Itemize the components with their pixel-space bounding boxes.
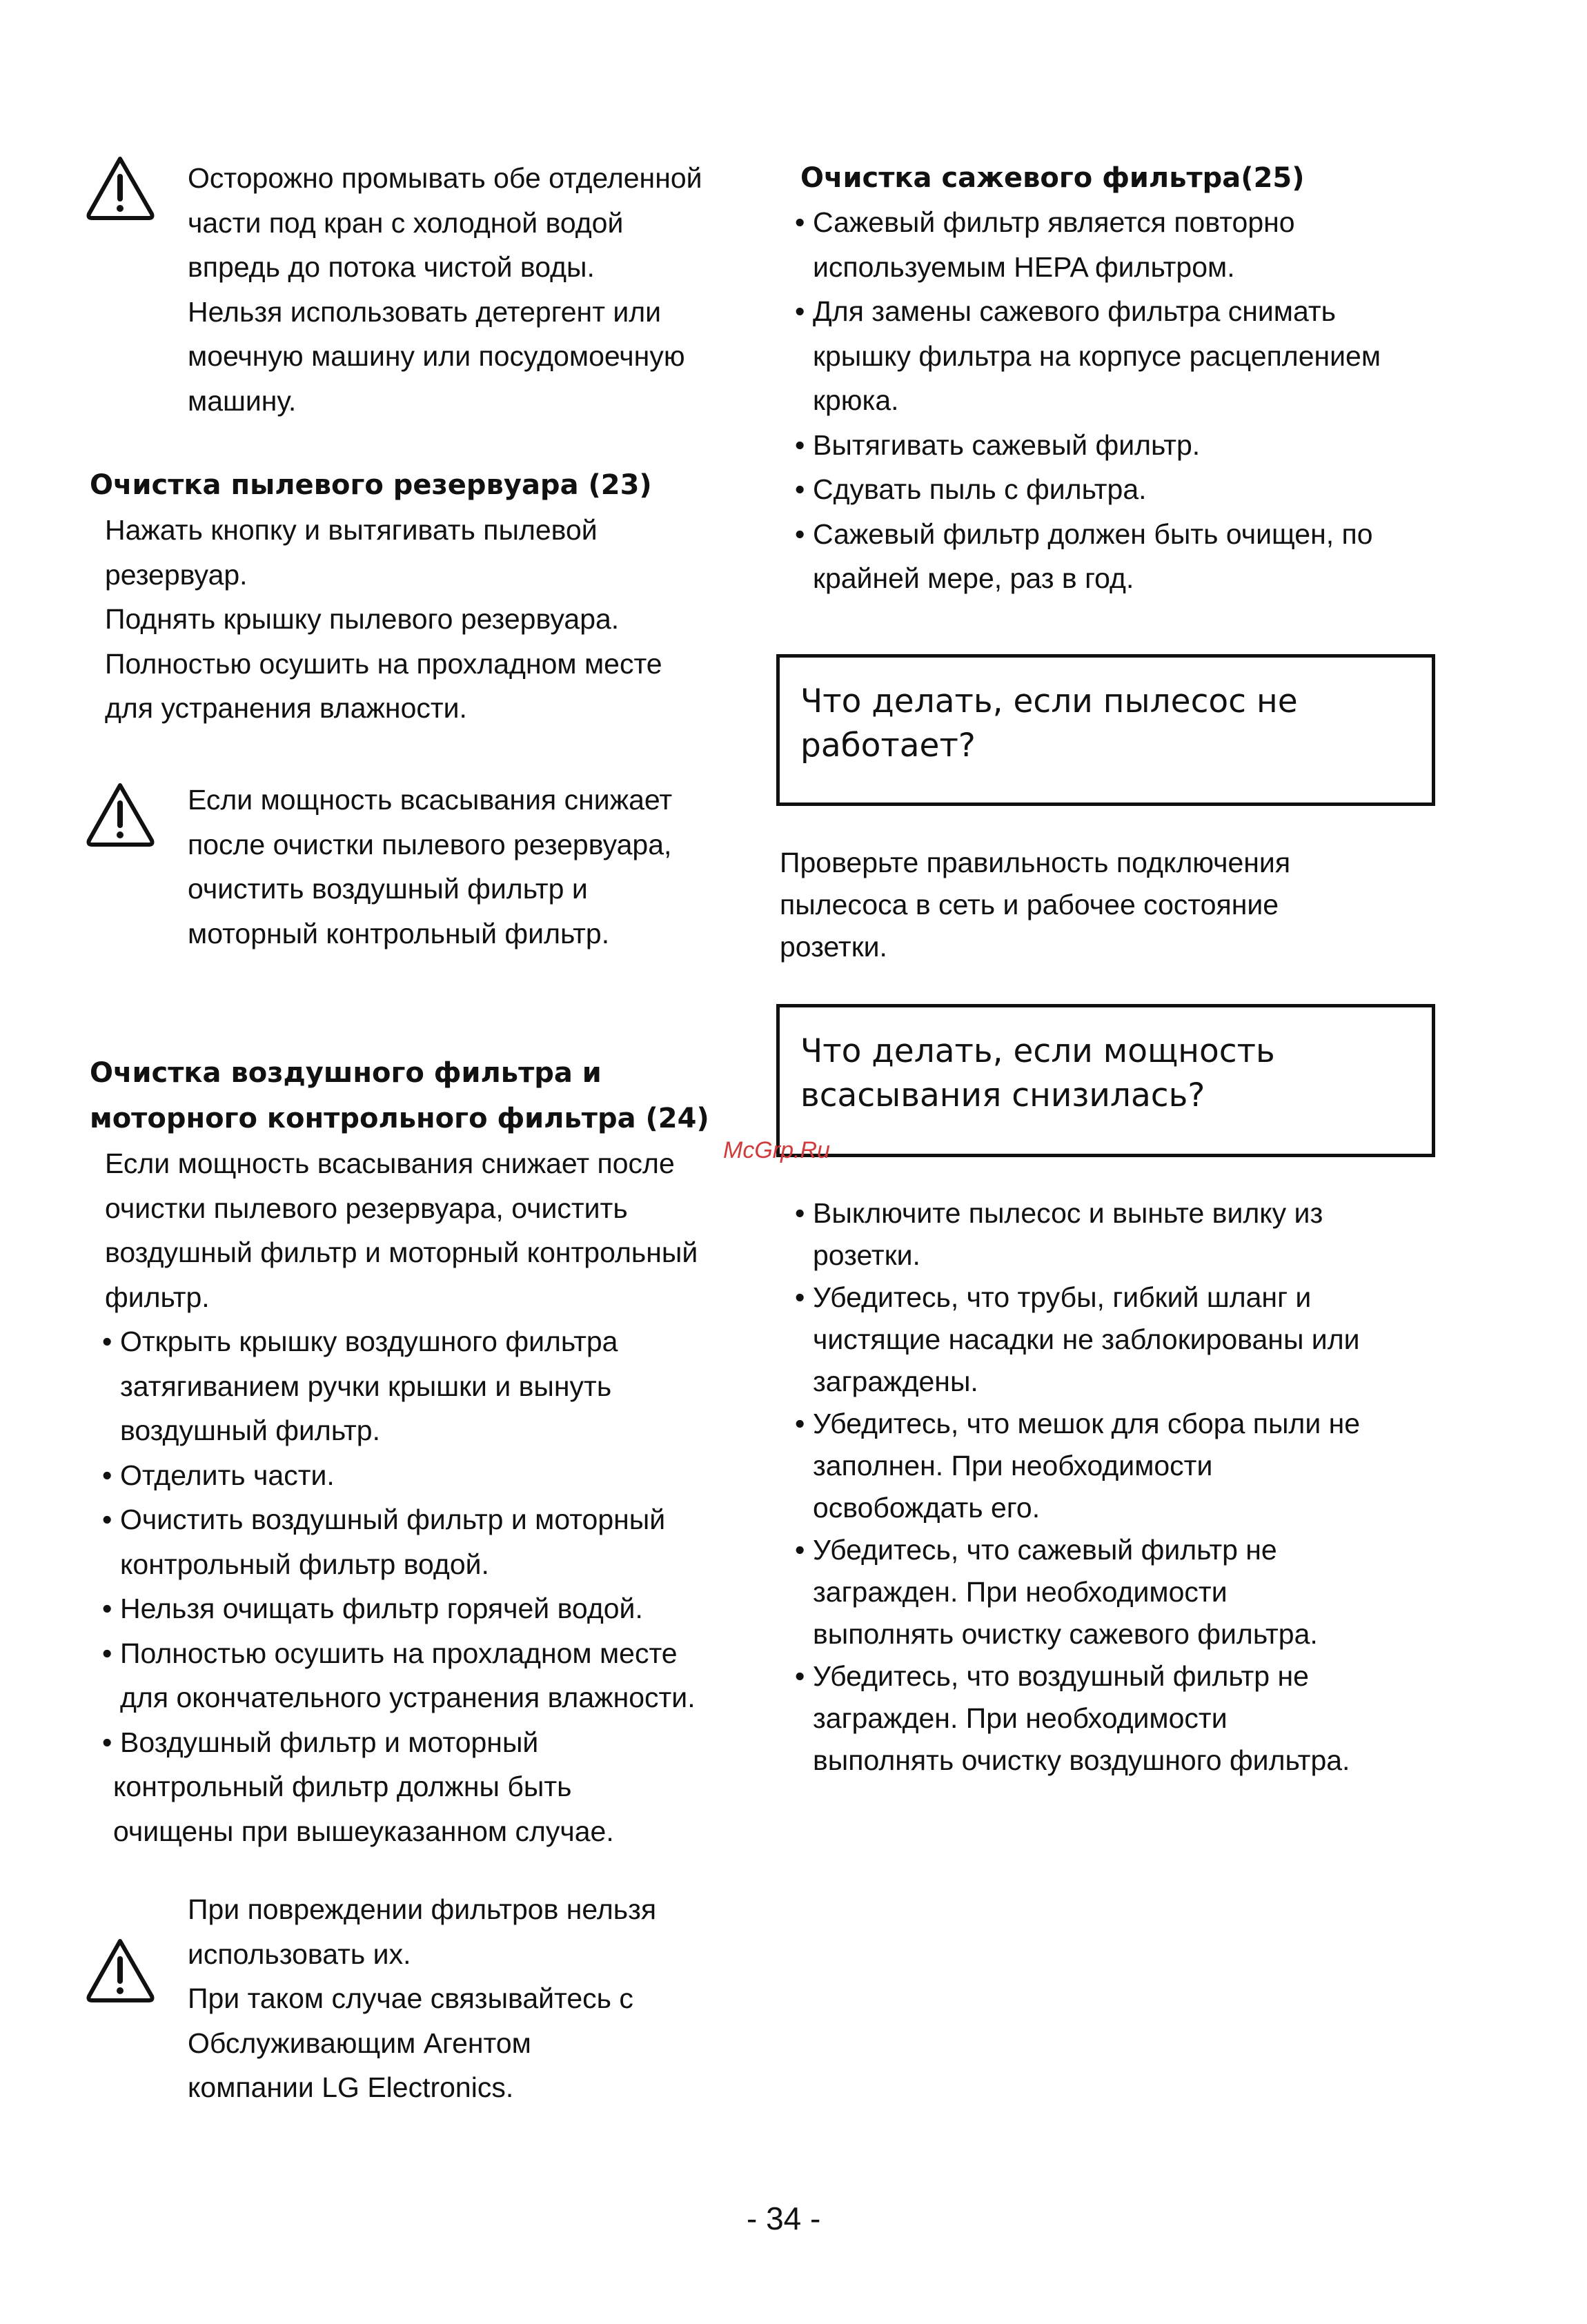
list-item: • Отделить части. [101, 1453, 766, 1498]
bullet-list [793, 200, 1463, 601]
body-line: Если мощность всасывания снижает после [105, 1148, 675, 1179]
warning-line: Нельзя использовать детергент или [188, 295, 662, 328]
section-air-filter [90, 1050, 766, 1853]
list-item: • Убедитесь, что мешок для сбора пыли не заполнен. При необходимости освобождать его. [793, 1403, 1456, 1529]
warning-line: использовать их. [188, 1938, 411, 1970]
section-heading: Очистка воздушного фильтра и [90, 1057, 602, 1089]
list-item: • Убедитесь, что воздушный фильтр не загражден. При необходимости выполнять очистку воздушного фильтра. [793, 1655, 1456, 1782]
faq-title: всасывания снизилась? [800, 1076, 1205, 1114]
section-dust-container [90, 462, 752, 731]
warning-line: моторный контрольный фильтр. [188, 917, 610, 949]
body-line: фильтр. [105, 1281, 210, 1313]
warning-icon [84, 1936, 157, 2005]
body-line: Проверьте правильность подключения [780, 847, 1291, 878]
body-line: Поднять крышку пылевого резервуара. [105, 603, 620, 635]
warning-icon [84, 153, 157, 222]
list-item: • Вытягивать сажевый фильтр. [793, 423, 1463, 468]
list-item: • Для замены сажевого фильтра снимать крышку фильтра на корпусе расцеплением крюка. [793, 289, 1463, 423]
warning-note-2 [188, 778, 753, 956]
warning-line: компании LG Electronics. [188, 2071, 514, 2103]
page-number: - 34 - [747, 2200, 821, 2236]
body-line: воздушный фильтр и моторный контрольный [105, 1237, 698, 1268]
list-item: • Полностью осушить на прохладном месте для окончательного устранения влажности. [101, 1631, 766, 1720]
body-line: пылесоса в сеть и рабочее состояние [780, 889, 1279, 920]
warning-line: моечную машину или посудомоечную [188, 340, 685, 372]
warning-line: Если мощность всасывания снижает [188, 784, 673, 816]
warning-line: При повреждении фильтров нельзя [188, 1893, 657, 1925]
list-item: • Очистить воздушный фильтр и моторный контрольный фильтр водой. [101, 1497, 766, 1586]
body-line: очистки пылевого резервуара, очистить [105, 1192, 628, 1224]
warning-line: части под кран с холодной водой [188, 206, 624, 239]
list-item: • Открыть крышку воздушного фильтра затягиванием ручки крышки и вынуть воздушный фильтр. [101, 1319, 766, 1453]
faq-box-not-working [776, 654, 1435, 806]
body-line: Нажать кнопку и вытягивать пылевой [105, 514, 598, 546]
list-item: • Сажевый фильтр является повторно используемым HEPA фильтром. [793, 200, 1463, 289]
warning-line: При таком случае связывайтесь с [188, 1982, 633, 2014]
warning-icon [84, 780, 157, 849]
warning-line: очистить воздушный фильтр и [188, 873, 588, 905]
body-line: Полностью осушить на прохладном месте [105, 647, 662, 680]
section-heading: Очистка пылевого резервуара (23) [90, 469, 652, 501]
body-line: резервуар. [105, 558, 248, 591]
list-item: • Сдувать пыль с фильтра. [793, 467, 1463, 512]
watermark: McGrp.Ru [723, 1137, 830, 1163]
list-item: • Убедитесь, что сажевый фильтр не загражден. При необходимости выполнять очистку сажевого фильтра. [793, 1529, 1456, 1655]
body-line: для устранения влажности. [105, 692, 467, 724]
section-heading: моторного контрольного фильтра (24) [90, 1103, 709, 1134]
bullet-list [101, 1319, 766, 1853]
list-item: • Нельзя очищать фильтр горячей водой. [101, 1586, 766, 1631]
body-line: розетки. [780, 931, 887, 963]
warning-line: машину. [188, 384, 297, 417]
section-hepa-filter [800, 156, 1463, 601]
faq-answer-low-suction [793, 1192, 1456, 1782]
faq-title: работает? [800, 727, 976, 765]
warning-line: Обслуживающим Агентом [188, 2027, 531, 2059]
faq-title: Что делать, если мощность [800, 1032, 1275, 1070]
warning-line: после очистки пылевого резервуара, [188, 828, 672, 860]
warning-note-1 [188, 156, 753, 423]
list-item: • Убедитесь, что трубы, гибкий шланг и чистящие насадки не заблокированы или заграждены. [793, 1277, 1456, 1403]
list-item: • Сажевый фильтр должен быть очищен, по крайней мере, раз в год. [793, 512, 1463, 601]
section-heading: Очистка сажевого фильтра(25) [800, 162, 1305, 194]
faq-box-low-suction [776, 1004, 1435, 1157]
warning-line: впредь до потока чистой воды. [188, 251, 595, 283]
warning-line: Осторожно промывать обе отделенной [188, 162, 702, 194]
warning-note-3 [188, 1887, 753, 2110]
faq-title: Что делать, если пылесос не [800, 682, 1298, 720]
bullet-list [793, 1192, 1456, 1782]
list-item: • Выключите пылесос и выньте вилку из розетки. [793, 1192, 1456, 1277]
faq-answer-not-working [780, 842, 1442, 968]
list-item: • Воздушный фильтр и моторный контрольный фильтр должны быть очищены при вышеуказанном случае. [101, 1720, 766, 1854]
